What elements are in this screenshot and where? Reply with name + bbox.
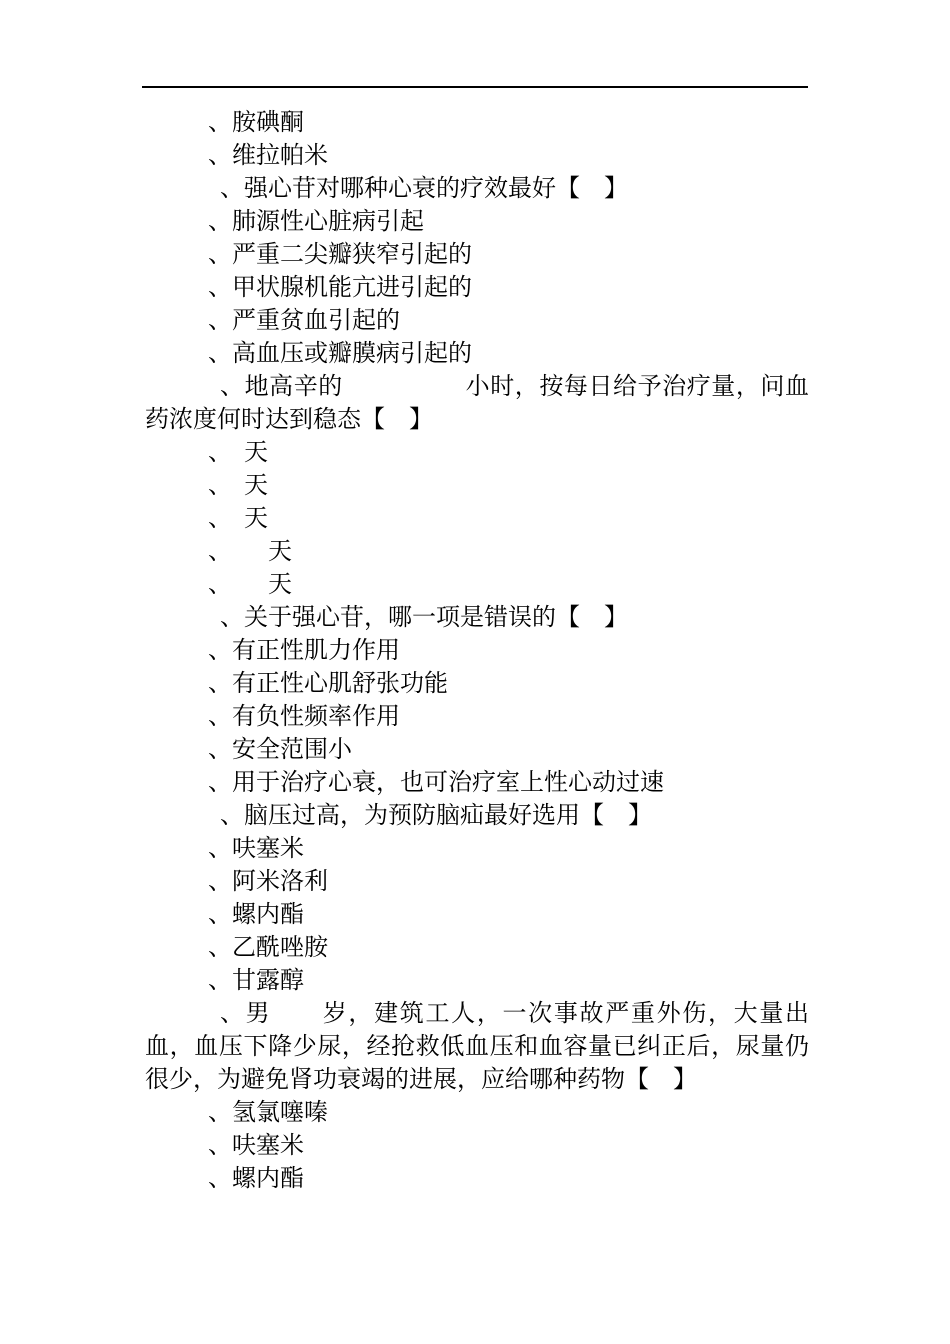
option-line: 、螺内酯 xyxy=(208,1164,304,1192)
option-line: 、 天 xyxy=(208,504,268,532)
option-line: 、呋塞米 xyxy=(208,1131,304,1159)
option-line: 、用于治疗心衰，也可治疗室上性心动过速 xyxy=(208,768,664,796)
option-line: 、严重贫血引起的 xyxy=(208,306,400,334)
question-line: 、脑压过高，为预防脑疝最好选用【 】 xyxy=(220,801,652,829)
option-line: 、有正性心肌舒张功能 xyxy=(208,669,448,697)
option-line: 、 天 xyxy=(208,537,292,565)
question-paragraph: 、地高辛的 小时，按每日给予治疗量，问血药浓度何时达到稳态【 】 xyxy=(145,372,809,433)
option-line: 、严重二尖瓣狭窄引起的 xyxy=(208,240,472,268)
option-line: 、胺碘酮 xyxy=(208,108,304,136)
question-paragraph: 、男 岁，建筑工人，一次事故严重外伤，大量出血，血压下降少尿，经抢救低血压和血容量已纠正后，尿量仍很少，为避免肾功衰竭的进展，应给哪种药物【 】 xyxy=(145,999,809,1093)
option-line: 、甘露醇 xyxy=(208,966,304,994)
option-line: 、甲状腺机能亢进引起的 xyxy=(208,273,472,301)
option-line: 、维拉帕米 xyxy=(208,141,328,169)
option-line: 、有正性肌力作用 xyxy=(208,636,400,664)
question-line: 、强心苷对哪种心衰的疗效最好【 】 xyxy=(220,174,628,202)
option-line: 、高血压或瓣膜病引起的 xyxy=(208,339,472,367)
option-line: 、肺源性心脏病引起 xyxy=(208,207,424,235)
option-line: 、有负性频率作用 xyxy=(208,702,400,730)
option-line: 、螺内酯 xyxy=(208,900,304,928)
document-body xyxy=(145,106,809,1195)
option-line: 、呋塞米 xyxy=(208,834,304,862)
option-line: 、阿米洛利 xyxy=(208,867,328,895)
question-line: 、关于强心苷，哪一项是错误的【 】 xyxy=(220,603,628,631)
option-line: 、安全范围小 xyxy=(208,735,352,763)
option-line: 、 天 xyxy=(208,438,268,466)
option-line: 、 天 xyxy=(208,570,292,598)
option-line: 、乙酰唑胺 xyxy=(208,933,328,961)
option-line: 、 天 xyxy=(208,471,268,499)
header-rule xyxy=(142,86,808,88)
option-line: 、氢氯噻嗪 xyxy=(208,1098,328,1126)
